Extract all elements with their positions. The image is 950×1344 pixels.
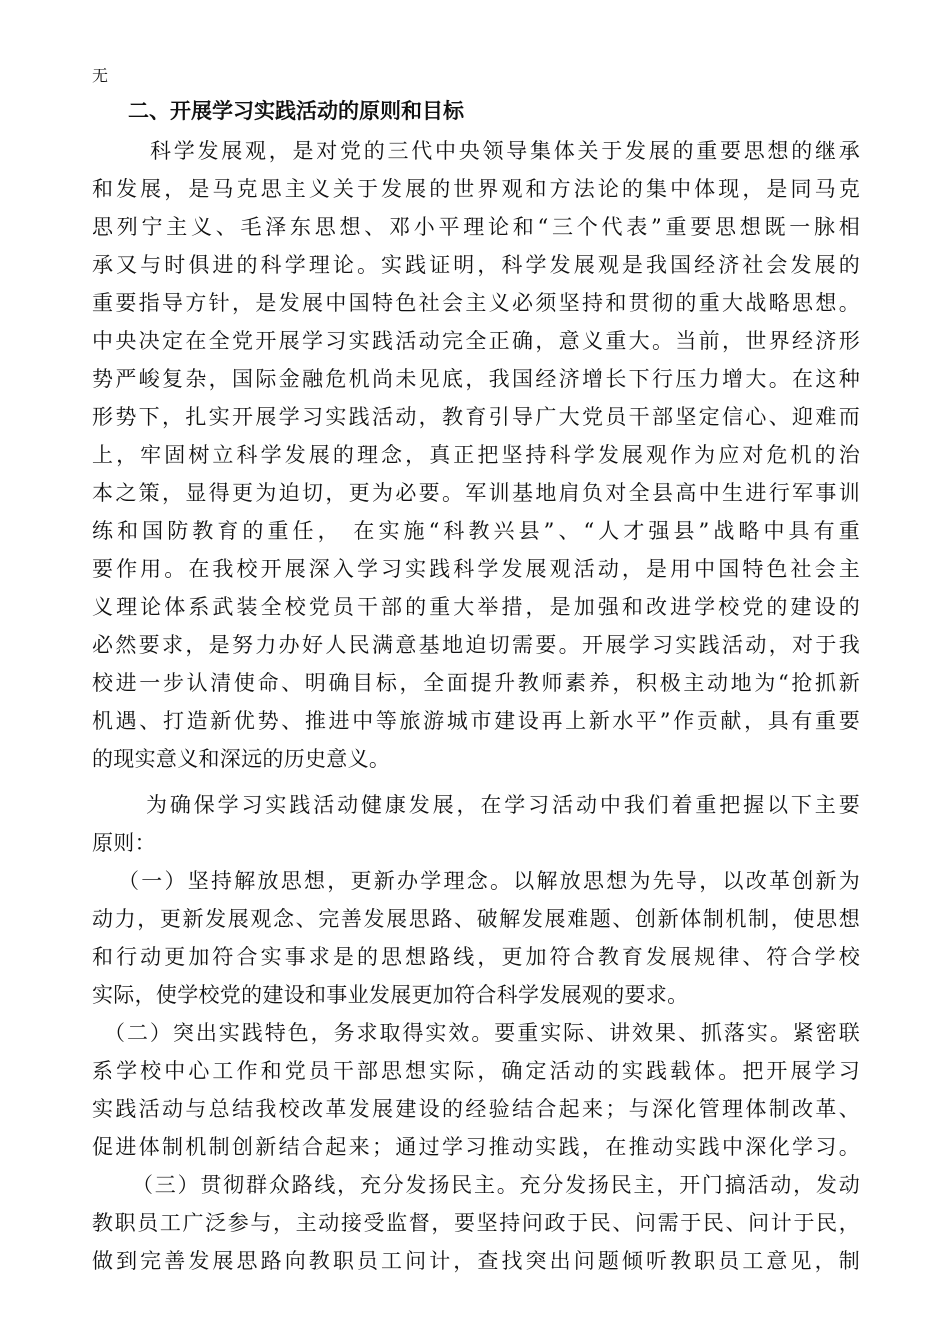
paragraph-line: 思列宁主义、毛泽东思想、邓小平理论和“三个代表”重要思想既一脉相: [92, 215, 864, 239]
paragraph-line: 中央决定在全党开展学习实践活动完全正确，意义重大。当前，世界经济形: [92, 329, 863, 353]
paragraph-line: 原则：: [92, 831, 156, 855]
paragraph-line: 科学发展观，是对党的三代中央领导集体关于发展的重要思想的继承: [150, 139, 863, 163]
paragraph-line: （三）贯彻群众路线，充分发扬民主。充分发扬民主，开门搞活动，发动: [132, 1173, 862, 1197]
paragraph-line: 重要指导方针，是发展中国特色社会主义必须坚持和贯彻的重大战略思想。: [92, 291, 863, 315]
paragraph-line: 动力，更新发展观念、完善发展思路、破解发展难题、创新体制机制，使思想: [92, 907, 862, 931]
paragraph-line: 实际，使学校党的建设和事业发展更加符合科学发展观的要求。: [92, 983, 689, 1007]
paragraph-line: 形势下，扎实开展学习实践活动，教育引导广大党员干部坚定信心、迎难而: [92, 405, 863, 429]
paragraph-line: 促进体制机制创新结合起来；通过学习推动实践，在推动实践中深化学习。: [92, 1135, 863, 1159]
paragraph-line: 上，牢固树立科学发展的理念，真正把坚持科学发展观作为应对危机的治: [92, 443, 863, 467]
paragraph-line: 校进一步认清使命、明确目标，全面提升教师素养，积极主动地为“抢抓新: [92, 671, 863, 695]
paragraph-line: 和行动更加符合实事求是的思想路线，更加符合教育发展规律、符合学校: [92, 945, 863, 969]
paragraph-line: 教职员工广泛参与，主动接受监督，要坚持问政于民、问需于民、问计于民，: [92, 1211, 862, 1235]
paragraph-line: 要作用。在我校开展深入学习实践科学发展观活动，是用中国特色社会主: [92, 557, 863, 581]
paragraph-line: 机遇、打造新优势、推进中等旅游城市建设再上新水平”作贡献，具有重要: [92, 709, 863, 733]
paragraph-line: 义理论体系武装全校党员干部的重大举措，是加强和改进学校党的建设的: [92, 595, 863, 619]
paragraph-line: 练和国防教育的重任， 在实施“科教兴县”、“人才强县”战略中具有重: [92, 519, 864, 543]
paragraph-line: （二）突出实践特色，务求取得实效。要重实际、讲效果、抓落实。紧密联: [104, 1021, 862, 1045]
paragraph-line: 做到完善发展思路向教职员工问计，查找突出问题倾听教职员工意见，制: [92, 1249, 863, 1273]
section-title: 二、开展学习实践活动的原则和目标: [128, 98, 464, 123]
paragraph-line: 为确保学习实践活动健康发展，在学习活动中我们着重把握以下主要: [146, 793, 863, 817]
paragraph-line: 本之策，显得更为迫切，更为必要。军训基地肩负对全县高中生进行军事训: [92, 481, 863, 505]
paragraph-line: 必然要求，是努力办好人民满意基地迫切需要。开展学习实践活动，对于我: [92, 633, 863, 657]
paragraph-line: （一）坚持解放思想，更新办学理念。以解放思想为先导，以改革创新为: [118, 869, 862, 893]
paragraph-line: 承又与时俱进的科学理论。实践证明，科学发展观是我国经济社会发展的: [92, 253, 863, 277]
paragraph-line: 的现实意义和深远的历史意义。: [92, 747, 391, 771]
paragraph-line: 实践活动与总结我校改革发展建设的经验结合起来；与深化管理体制改革、: [92, 1097, 863, 1121]
paragraph-line: 系学校中心工作和党员干部思想实际，确定活动的实践载体。把开展学习: [92, 1059, 863, 1083]
header-mark: 无: [92, 66, 109, 85]
paragraph-line: 和发展，是马克思主义关于发展的世界观和方法论的集中体现，是同马克: [92, 177, 863, 201]
paragraph-line: 势严峻复杂，国际金融危机尚未见底，我国经济增长下行压力增大。在这种: [92, 367, 863, 391]
